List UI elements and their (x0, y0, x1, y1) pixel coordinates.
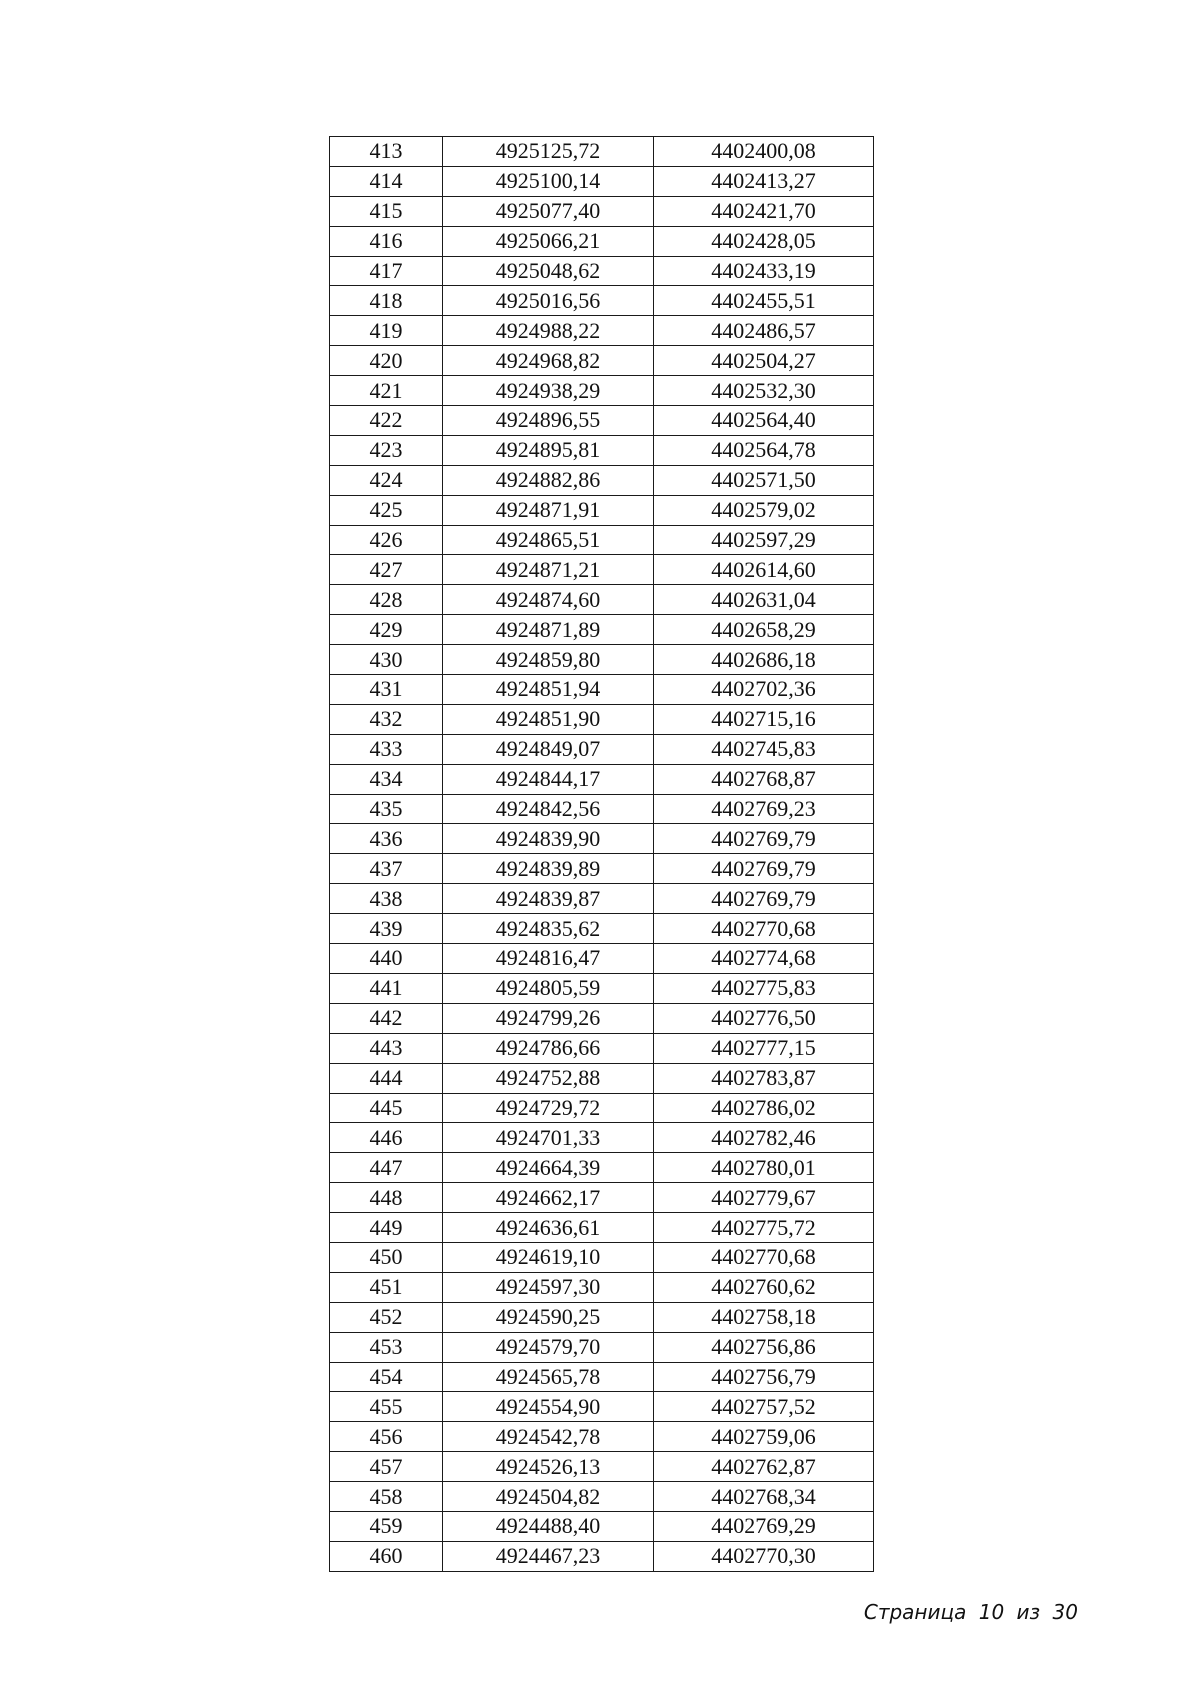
y-coordinate-cell: 4402745,83 (654, 734, 874, 764)
y-coordinate-cell: 4402768,87 (654, 764, 874, 794)
table-row (330, 256, 874, 286)
point-number-cell: 435 (330, 794, 443, 824)
y-coordinate-cell: 4402756,86 (654, 1332, 874, 1362)
y-coordinate-cell: 4402433,19 (654, 256, 874, 286)
table-row (330, 1392, 874, 1422)
coordinates-table-body (330, 137, 874, 1572)
page-footer (864, 1600, 1078, 1624)
x-coordinate-cell: 4924504,82 (443, 1482, 654, 1512)
x-coordinate-cell: 4925077,40 (443, 196, 654, 226)
y-coordinate-cell: 4402400,08 (654, 137, 874, 167)
point-number-cell: 447 (330, 1153, 443, 1183)
point-number-cell: 416 (330, 226, 443, 256)
point-number-cell: 425 (330, 495, 443, 525)
x-coordinate-cell: 4924839,89 (443, 854, 654, 884)
point-number-cell: 429 (330, 615, 443, 645)
x-coordinate-cell: 4924874,60 (443, 585, 654, 615)
table-row (330, 346, 874, 376)
y-coordinate-cell: 4402658,29 (654, 615, 874, 645)
point-number-cell: 422 (330, 406, 443, 436)
x-coordinate-cell: 4924871,91 (443, 495, 654, 525)
y-coordinate-cell: 4402769,29 (654, 1511, 874, 1541)
point-number-cell: 446 (330, 1123, 443, 1153)
y-coordinate-cell: 4402504,27 (654, 346, 874, 376)
table-row (330, 914, 874, 944)
table-row (330, 884, 874, 914)
x-coordinate-cell: 4925125,72 (443, 137, 654, 167)
x-coordinate-cell: 4924849,07 (443, 734, 654, 764)
point-number-cell: 433 (330, 734, 443, 764)
x-coordinate-cell: 4924938,29 (443, 376, 654, 406)
point-number-cell: 457 (330, 1452, 443, 1482)
y-coordinate-cell: 4402579,02 (654, 495, 874, 525)
y-coordinate-cell: 4402769,79 (654, 884, 874, 914)
point-number-cell: 440 (330, 944, 443, 974)
point-number-cell: 460 (330, 1541, 443, 1571)
point-number-cell: 454 (330, 1362, 443, 1392)
point-number-cell: 452 (330, 1302, 443, 1332)
table-row (330, 286, 874, 316)
x-coordinate-cell: 4924542,78 (443, 1422, 654, 1452)
table-row (330, 555, 874, 585)
point-number-cell: 432 (330, 704, 443, 734)
y-coordinate-cell: 4402760,62 (654, 1272, 874, 1302)
point-number-cell: 443 (330, 1033, 443, 1063)
table-row (330, 1272, 874, 1302)
point-number-cell: 434 (330, 764, 443, 794)
y-coordinate-cell: 4402686,18 (654, 645, 874, 675)
table-row (330, 465, 874, 495)
y-coordinate-cell: 4402756,79 (654, 1362, 874, 1392)
table-row (330, 1123, 874, 1153)
x-coordinate-cell: 4924729,72 (443, 1093, 654, 1123)
point-number-cell: 458 (330, 1482, 443, 1512)
y-coordinate-cell: 4402777,15 (654, 1033, 874, 1063)
point-number-cell: 456 (330, 1422, 443, 1452)
table-row (330, 166, 874, 196)
x-coordinate-cell: 4924786,66 (443, 1033, 654, 1063)
y-coordinate-cell: 4402759,06 (654, 1422, 874, 1452)
point-number-cell: 418 (330, 286, 443, 316)
point-number-cell: 428 (330, 585, 443, 615)
table-row (330, 1332, 874, 1362)
y-coordinate-cell: 4402770,68 (654, 1242, 874, 1272)
point-number-cell: 417 (330, 256, 443, 286)
table-row (330, 1063, 874, 1093)
x-coordinate-cell: 4924871,21 (443, 555, 654, 585)
point-number-cell: 448 (330, 1183, 443, 1213)
y-coordinate-cell: 4402783,87 (654, 1063, 874, 1093)
point-number-cell: 437 (330, 854, 443, 884)
x-coordinate-cell: 4924895,81 (443, 435, 654, 465)
y-coordinate-cell: 4402769,79 (654, 824, 874, 854)
point-number-cell: 449 (330, 1213, 443, 1243)
table-row (330, 226, 874, 256)
y-coordinate-cell: 4402486,57 (654, 316, 874, 346)
table-row (330, 1452, 874, 1482)
point-number-cell: 426 (330, 525, 443, 555)
table-row (330, 1153, 874, 1183)
y-coordinate-cell: 4402597,29 (654, 525, 874, 555)
point-number-cell: 436 (330, 824, 443, 854)
x-coordinate-cell: 4924554,90 (443, 1392, 654, 1422)
table-row (330, 675, 874, 705)
table-row (330, 944, 874, 974)
y-coordinate-cell: 4402702,36 (654, 675, 874, 705)
page-label: Страница (863, 1600, 967, 1624)
table-row (330, 1033, 874, 1063)
table-row (330, 615, 874, 645)
x-coordinate-cell: 4925048,62 (443, 256, 654, 286)
y-coordinate-cell: 4402780,01 (654, 1153, 874, 1183)
y-coordinate-cell: 4402758,18 (654, 1302, 874, 1332)
x-coordinate-cell: 4924619,10 (443, 1242, 654, 1272)
table-row (330, 1362, 874, 1392)
y-coordinate-cell: 4402413,27 (654, 166, 874, 196)
table-row (330, 316, 874, 346)
x-coordinate-cell: 4925016,56 (443, 286, 654, 316)
x-coordinate-cell: 4924565,78 (443, 1362, 654, 1392)
point-number-cell: 427 (330, 555, 443, 585)
table-row (330, 973, 874, 1003)
point-number-cell: 445 (330, 1093, 443, 1123)
y-coordinate-cell: 4402775,72 (654, 1213, 874, 1243)
x-coordinate-cell: 4924752,88 (443, 1063, 654, 1093)
point-number-cell: 430 (330, 645, 443, 675)
table-row (330, 435, 874, 465)
point-number-cell: 438 (330, 884, 443, 914)
table-row (330, 137, 874, 167)
y-coordinate-cell: 4402782,46 (654, 1123, 874, 1153)
x-coordinate-cell: 4924835,62 (443, 914, 654, 944)
point-number-cell: 442 (330, 1003, 443, 1033)
y-coordinate-cell: 4402770,68 (654, 914, 874, 944)
x-coordinate-cell: 4924844,17 (443, 764, 654, 794)
table-row (330, 854, 874, 884)
y-coordinate-cell: 4402769,79 (654, 854, 874, 884)
x-coordinate-cell: 4925100,14 (443, 166, 654, 196)
point-number-cell: 431 (330, 675, 443, 705)
point-number-cell: 444 (330, 1063, 443, 1093)
x-coordinate-cell: 4924839,87 (443, 884, 654, 914)
point-number-cell: 423 (330, 435, 443, 465)
y-coordinate-cell: 4402768,34 (654, 1482, 874, 1512)
point-number-cell: 455 (330, 1392, 443, 1422)
y-coordinate-cell: 4402614,60 (654, 555, 874, 585)
of-label: из (1016, 1600, 1041, 1624)
x-coordinate-cell: 4924988,22 (443, 316, 654, 346)
table-row (330, 1302, 874, 1332)
y-coordinate-cell: 4402786,02 (654, 1093, 874, 1123)
x-coordinate-cell: 4924839,90 (443, 824, 654, 854)
y-coordinate-cell: 4402455,51 (654, 286, 874, 316)
x-coordinate-cell: 4924816,47 (443, 944, 654, 974)
x-coordinate-cell: 4924896,55 (443, 406, 654, 436)
point-number-cell: 453 (330, 1332, 443, 1362)
x-coordinate-cell: 4924590,25 (443, 1302, 654, 1332)
point-number-cell: 421 (330, 376, 443, 406)
point-number-cell: 439 (330, 914, 443, 944)
x-coordinate-cell: 4925066,21 (443, 226, 654, 256)
y-coordinate-cell: 4402421,70 (654, 196, 874, 226)
point-number-cell: 451 (330, 1272, 443, 1302)
point-number-cell: 413 (330, 137, 443, 167)
table-row (330, 376, 874, 406)
y-coordinate-cell: 4402715,16 (654, 704, 874, 734)
point-number-cell: 415 (330, 196, 443, 226)
table-row (330, 704, 874, 734)
point-number-cell: 424 (330, 465, 443, 495)
x-coordinate-cell: 4924851,94 (443, 675, 654, 705)
x-coordinate-cell: 4924636,61 (443, 1213, 654, 1243)
coordinates-table (329, 136, 874, 1572)
point-number-cell: 414 (330, 166, 443, 196)
table-row (330, 1093, 874, 1123)
table-row (330, 764, 874, 794)
table-row (330, 406, 874, 436)
total-pages: 30 (1052, 1600, 1078, 1624)
table-row (330, 1213, 874, 1243)
x-coordinate-cell: 4924842,56 (443, 794, 654, 824)
x-coordinate-cell: 4924851,90 (443, 704, 654, 734)
x-coordinate-cell: 4924799,26 (443, 1003, 654, 1033)
table-row (330, 495, 874, 525)
point-number-cell: 420 (330, 346, 443, 376)
table-row (330, 1511, 874, 1541)
table-row (330, 1183, 874, 1213)
y-coordinate-cell: 4402564,40 (654, 406, 874, 436)
table-row (330, 1422, 874, 1452)
point-number-cell: 450 (330, 1242, 443, 1272)
y-coordinate-cell: 4402770,30 (654, 1541, 874, 1571)
y-coordinate-cell: 4402762,87 (654, 1452, 874, 1482)
x-coordinate-cell: 4924467,23 (443, 1541, 654, 1571)
x-coordinate-cell: 4924805,59 (443, 973, 654, 1003)
y-coordinate-cell: 4402769,23 (654, 794, 874, 824)
table-row (330, 1003, 874, 1033)
table-row (330, 1541, 874, 1571)
x-coordinate-cell: 4924865,51 (443, 525, 654, 555)
y-coordinate-cell: 4402775,83 (654, 973, 874, 1003)
table-row (330, 1242, 874, 1272)
point-number-cell: 419 (330, 316, 443, 346)
y-coordinate-cell: 4402776,50 (654, 1003, 874, 1033)
x-coordinate-cell: 4924701,33 (443, 1123, 654, 1153)
x-coordinate-cell: 4924882,86 (443, 465, 654, 495)
x-coordinate-cell: 4924579,70 (443, 1332, 654, 1362)
x-coordinate-cell: 4924488,40 (443, 1511, 654, 1541)
table-row (330, 645, 874, 675)
x-coordinate-cell: 4924664,39 (443, 1153, 654, 1183)
y-coordinate-cell: 4402532,30 (654, 376, 874, 406)
table-row (330, 525, 874, 555)
table-row (330, 196, 874, 226)
table-row (330, 585, 874, 615)
x-coordinate-cell: 4924526,13 (443, 1452, 654, 1482)
y-coordinate-cell: 4402631,04 (654, 585, 874, 615)
x-coordinate-cell: 4924871,89 (443, 615, 654, 645)
table-row (330, 1482, 874, 1512)
y-coordinate-cell: 4402571,50 (654, 465, 874, 495)
y-coordinate-cell: 4402774,68 (654, 944, 874, 974)
table-row (330, 734, 874, 764)
point-number-cell: 459 (330, 1511, 443, 1541)
page-number: 10 (978, 1600, 1005, 1624)
y-coordinate-cell: 4402564,78 (654, 435, 874, 465)
x-coordinate-cell: 4924968,82 (443, 346, 654, 376)
x-coordinate-cell: 4924662,17 (443, 1183, 654, 1213)
x-coordinate-cell: 4924859,80 (443, 645, 654, 675)
table-row (330, 824, 874, 854)
x-coordinate-cell: 4924597,30 (443, 1272, 654, 1302)
y-coordinate-cell: 4402779,67 (654, 1183, 874, 1213)
point-number-cell: 441 (330, 973, 443, 1003)
y-coordinate-cell: 4402428,05 (654, 226, 874, 256)
table-row (330, 794, 874, 824)
y-coordinate-cell: 4402757,52 (654, 1392, 874, 1422)
